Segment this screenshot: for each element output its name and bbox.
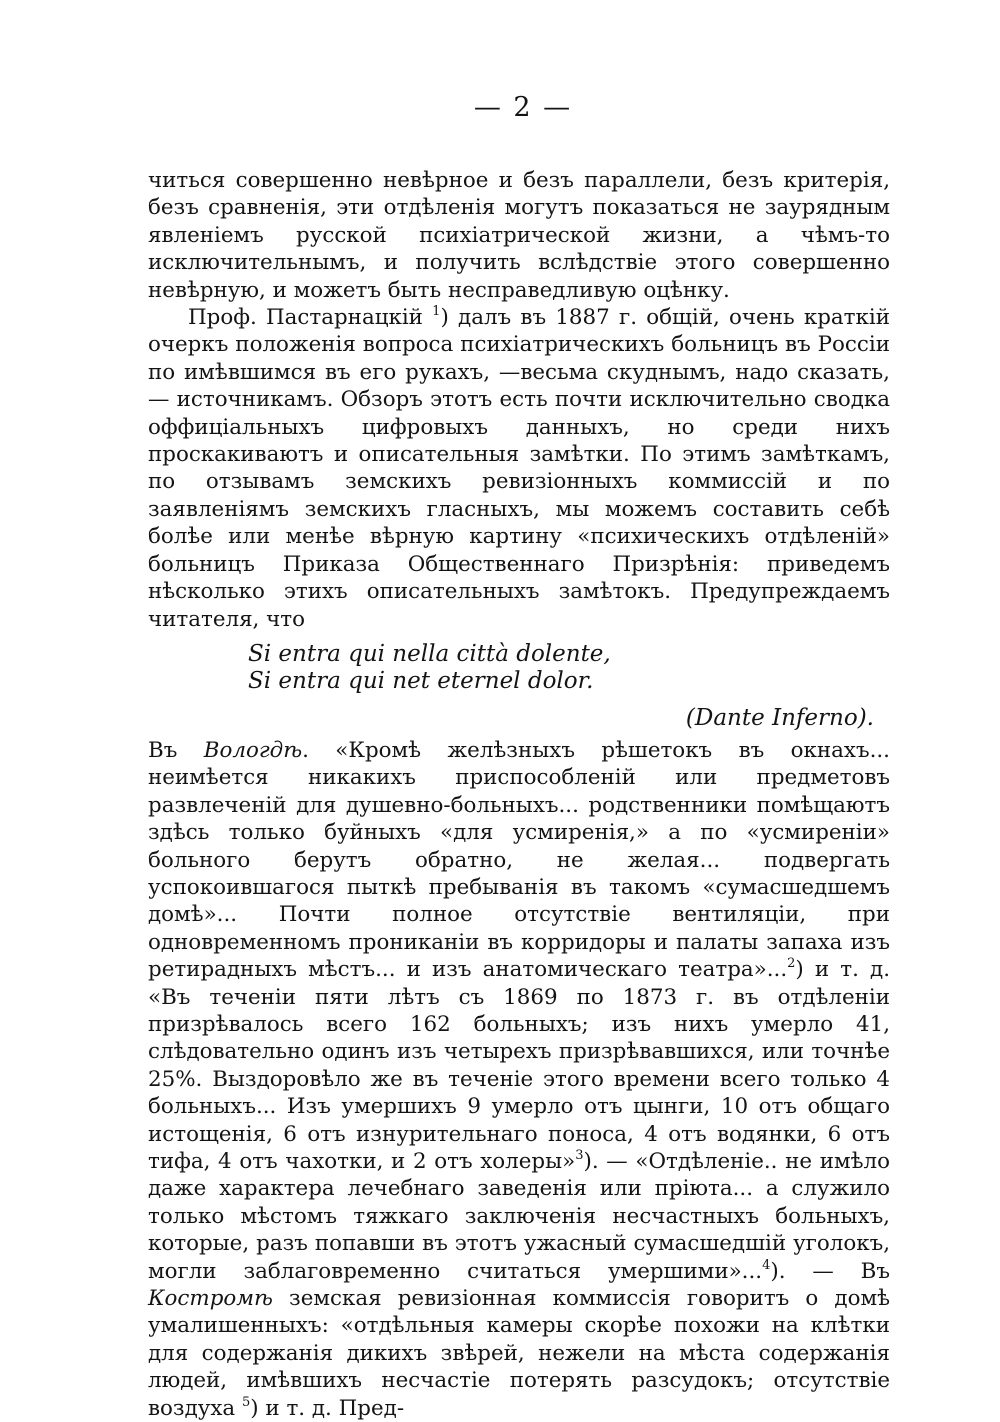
paragraph-text: Въ — [148, 737, 204, 763]
paragraph-vologda — [148, 737, 890, 1422]
paragraph-text: ) и т. д. Пред- — [250, 1395, 405, 1421]
quote-attribution: (Dante Inferno). — [685, 704, 874, 731]
paragraph-text: ) далъ въ 1887 г. общій, очень краткій очеркъ положенія вопроса психіатрическихъ больницъ въ Россіи по имѣвшимся въ его рукахъ, —весьма скуднымъ, надо сказать, — источникамъ. Обзоръ этотъ есть почти исключительно сводка оффиціальныхъ цифровыхъ данныхъ, но среди нихъ проскакиваютъ и описательныя замѣтки. По этимъ замѣткамъ, по отзывамъ земскихъ ревизіонныхъ коммиссій и по заявленіямъ земскихъ гласныхъ, мы можемъ составить себѣ болѣе или менѣе вѣрную картину «психическихъ отдѣленій» больницъ Приказа Общественнаго Призрѣнія: приведемъ нѣсколько этихъ описательныхъ замѣтокъ. Предупреждаемъ читателя, что — [148, 305, 890, 632]
paragraph-pastarnatsky — [148, 304, 890, 633]
paragraph-text: ) и т. д. «Въ теченіи пяти лѣтъ съ 1869 по 1873 г. въ отдѣленіи призрѣвалось всего 162 больныхъ; изъ нихъ умерло 41, слѣдовательно одинъ изъ четырехъ призрѣвавшихся, или точнѣе 25%. Выздоровѣло же въ теченіе этого времени всего только 4 больныхъ... Изъ умершихъ 9 умерло отъ цынги, 10 отъ общаго истощенія, 6 отъ изнурительнаго поноса, 4 отъ водянки, 6 отъ тифа, 4 отъ чахотки, и 2 отъ холеры» — [148, 957, 890, 1174]
paragraph-continuation: читься совершенно невѣрное и безъ параллели, безъ критерія, безъ сравненія, эти отдѣленія могутъ показаться не заурядным явленіемъ русской психіатрической жизни, а чѣмъ-то исключительнымъ, и получить вслѣдствіе этого совершенно невѣрную, и можетъ быть несправедливую оцѣнку. — [148, 168, 890, 303]
paragraph-text: ). — Въ — [770, 1258, 891, 1284]
paragraph-text: земская ревизіонная коммиссія говоритъ о домѣ умалишенныхъ: «отдѣльныя камеры скорѣе похожи на клѣтки для содержанія дикихъ звѣрей, нежели на мѣста содержанія людей, имѣвшихъ несчастіе потерять разсудокъ; отсутствіе воздуха — [148, 1286, 890, 1421]
footnote-ref-2: 2 — [787, 956, 796, 972]
quote-line-1: Si entra qui nella città dolente, — [248, 640, 611, 667]
footnote-ref-3: 3 — [575, 1148, 584, 1163]
place-name-vologda: Вологдѣ — [203, 737, 303, 763]
footnote-ref-5: 5 — [241, 1394, 251, 1410]
footnote-ref-1: 1 — [432, 304, 441, 320]
footnote-ref-4: 4 — [762, 1257, 771, 1273]
paragraph-text: . «Кромѣ желѣзныхъ рѣшетокъ въ окнахъ... неимѣется никакихъ приспособленій или предметовъ развлеченій для душевно-больныхъ... родственники помѣщаютъ здѣсь только буйныхъ «для усмиренія,» а по «усмиреніи» больного берутъ обратно, не желая... подвергать успокоившагося пыткѣ пребыванія въ такомъ «сумасшедшемъ домѣ»... Почти полное отсутствіе вентиляціи, при одновременномъ прониканіи въ корридоры и палаты запаха изъ ретирадныхъ мѣстъ... и изъ анатомическаго театра»... — [148, 737, 890, 983]
paragraph-text: Проф. Пастарнацкій — [188, 305, 433, 331]
paragraph-text: ). — «Отдѣленіе.. не имѣло даже характера лечебнаго заведенія или пріюта... а служило только мѣстомъ тяжкаго заключенія несчастныхъ больныхъ, которые, разъ попавши въ этотъ ужасный сумасшедшій уголокъ, могли заблаговременно считаться умершими»... — [148, 1149, 890, 1284]
dante-quote — [248, 641, 890, 695]
place-name-kostroma: Костромѣ — [148, 1286, 273, 1312]
page-number: — 2 — — [473, 92, 573, 123]
quote-line-2: Si entra qui net eternel dolor. — [248, 667, 594, 694]
